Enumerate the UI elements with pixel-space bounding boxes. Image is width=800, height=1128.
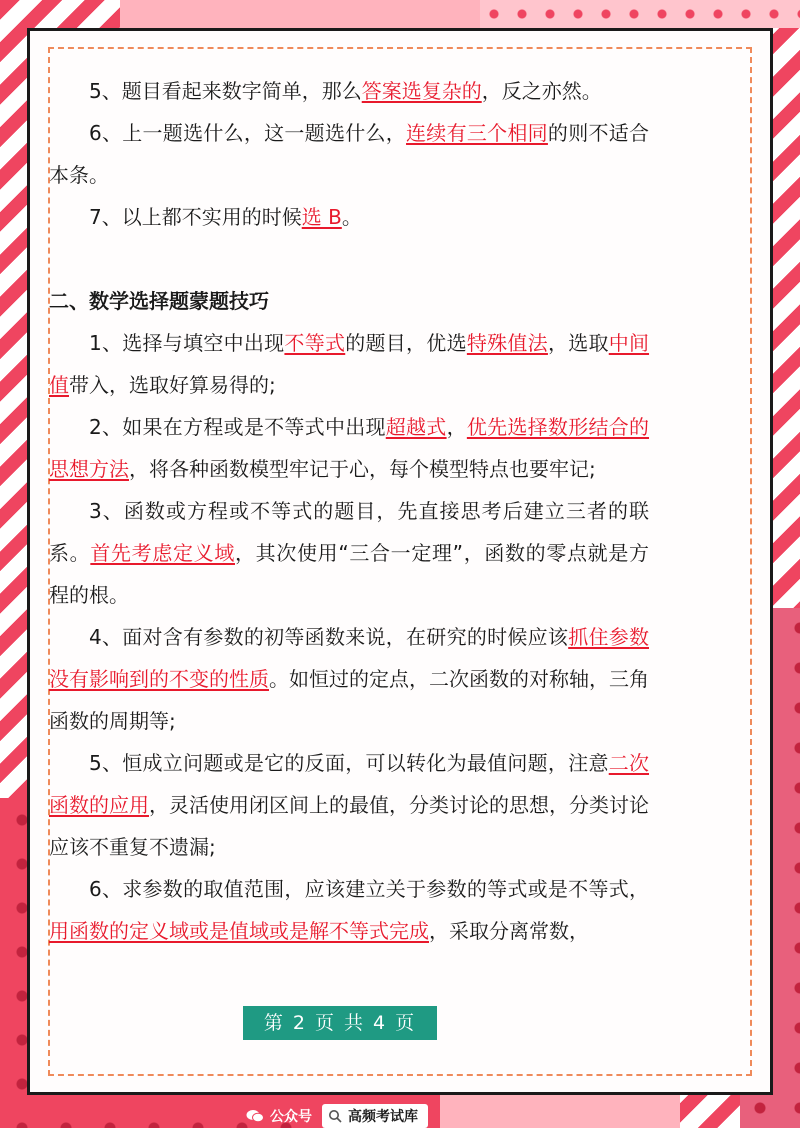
highlight: 不等式 <box>284 331 346 355</box>
paragraph-tip-6: 6、求参数的取值范围，应该建立关于参数的等式或是不等式，用函数的定义域或是值域或是解不等式完成，采取分离常数， <box>49 877 649 943</box>
paragraph-tip-2: 2、如果在方程或是不等式中出现超越式，优先选择数形结合的思想方法，将各种函数模型牢记于心，每个模型特点也要牢记; <box>49 415 650 481</box>
highlight: 用函数的定义域或是值域或是解不等式完成 <box>49 919 429 943</box>
highlight: 选 B <box>301 205 342 229</box>
search-label: 高频考试库 <box>348 1109 418 1125</box>
document-body <box>49 70 649 952</box>
search-box[interactable] <box>322 1104 428 1128</box>
paragraph-tip-1: 1、选择与填空中出现不等式的题目，优选特殊值法，选取中间值带入，选取好算易得的; <box>49 331 650 397</box>
highlight: 中间值 <box>49 331 650 397</box>
wechat-label: 公众号 <box>270 1109 312 1125</box>
highlight: 超越式 <box>385 415 447 439</box>
paragraph-item-6: 6、上一题选什么，这一题选什么，连续有三个相同的则不适合本条。 <box>49 121 649 187</box>
page-number-label: 第 2 页 共 4 页 <box>243 1006 437 1040</box>
highlight: 连续有三个相同 <box>406 121 548 145</box>
section-heading: 二、数学选择题蒙题技巧 <box>49 289 269 313</box>
background-dots-top <box>480 0 800 28</box>
highlight: 抓住参数没有影响到的不变的性质 <box>49 625 649 691</box>
highlight: 二次函数的应用 <box>49 751 650 817</box>
highlight: 特殊值法 <box>466 331 548 355</box>
paragraph-tip-5: 5、恒成立问题或是它的反面，可以转化为最值问题，注意二次函数的应用，灵活使用闭区间上的最值，分类讨论的思想，分类讨论应该不重复不遗漏; <box>49 751 650 859</box>
footer-bar <box>246 1104 428 1128</box>
wechat-icon <box>246 1109 264 1123</box>
highlight: 答案选复杂的 <box>361 79 482 103</box>
highlight: 优先选择数形结合的思想方法 <box>49 415 650 481</box>
paragraph-item-5: 5、题目看起来数字简单，那么答案选复杂的，反之亦然。 <box>89 79 602 103</box>
paragraph-item-7: 7、以上都不实用的时候选 B。 <box>89 205 362 229</box>
highlight: 首先考虑定义域 <box>90 541 235 565</box>
search-icon <box>328 1109 342 1123</box>
paragraph-tip-4: 4、面对含有参数的初等函数来说，在研究的时候应该抓住参数没有影响到的不变的性质。如恒过的定点，二次函数的对称轴，三角函数的周期等; <box>49 625 649 733</box>
paragraph-tip-3: 3、函数或方程或不等式的题目，先直接思考后建立三者的联系。首先考虑定义域，其次使用“三合一定理”，函数的零点就是方程的根。 <box>49 499 650 607</box>
wechat-account[interactable] <box>246 1106 312 1126</box>
